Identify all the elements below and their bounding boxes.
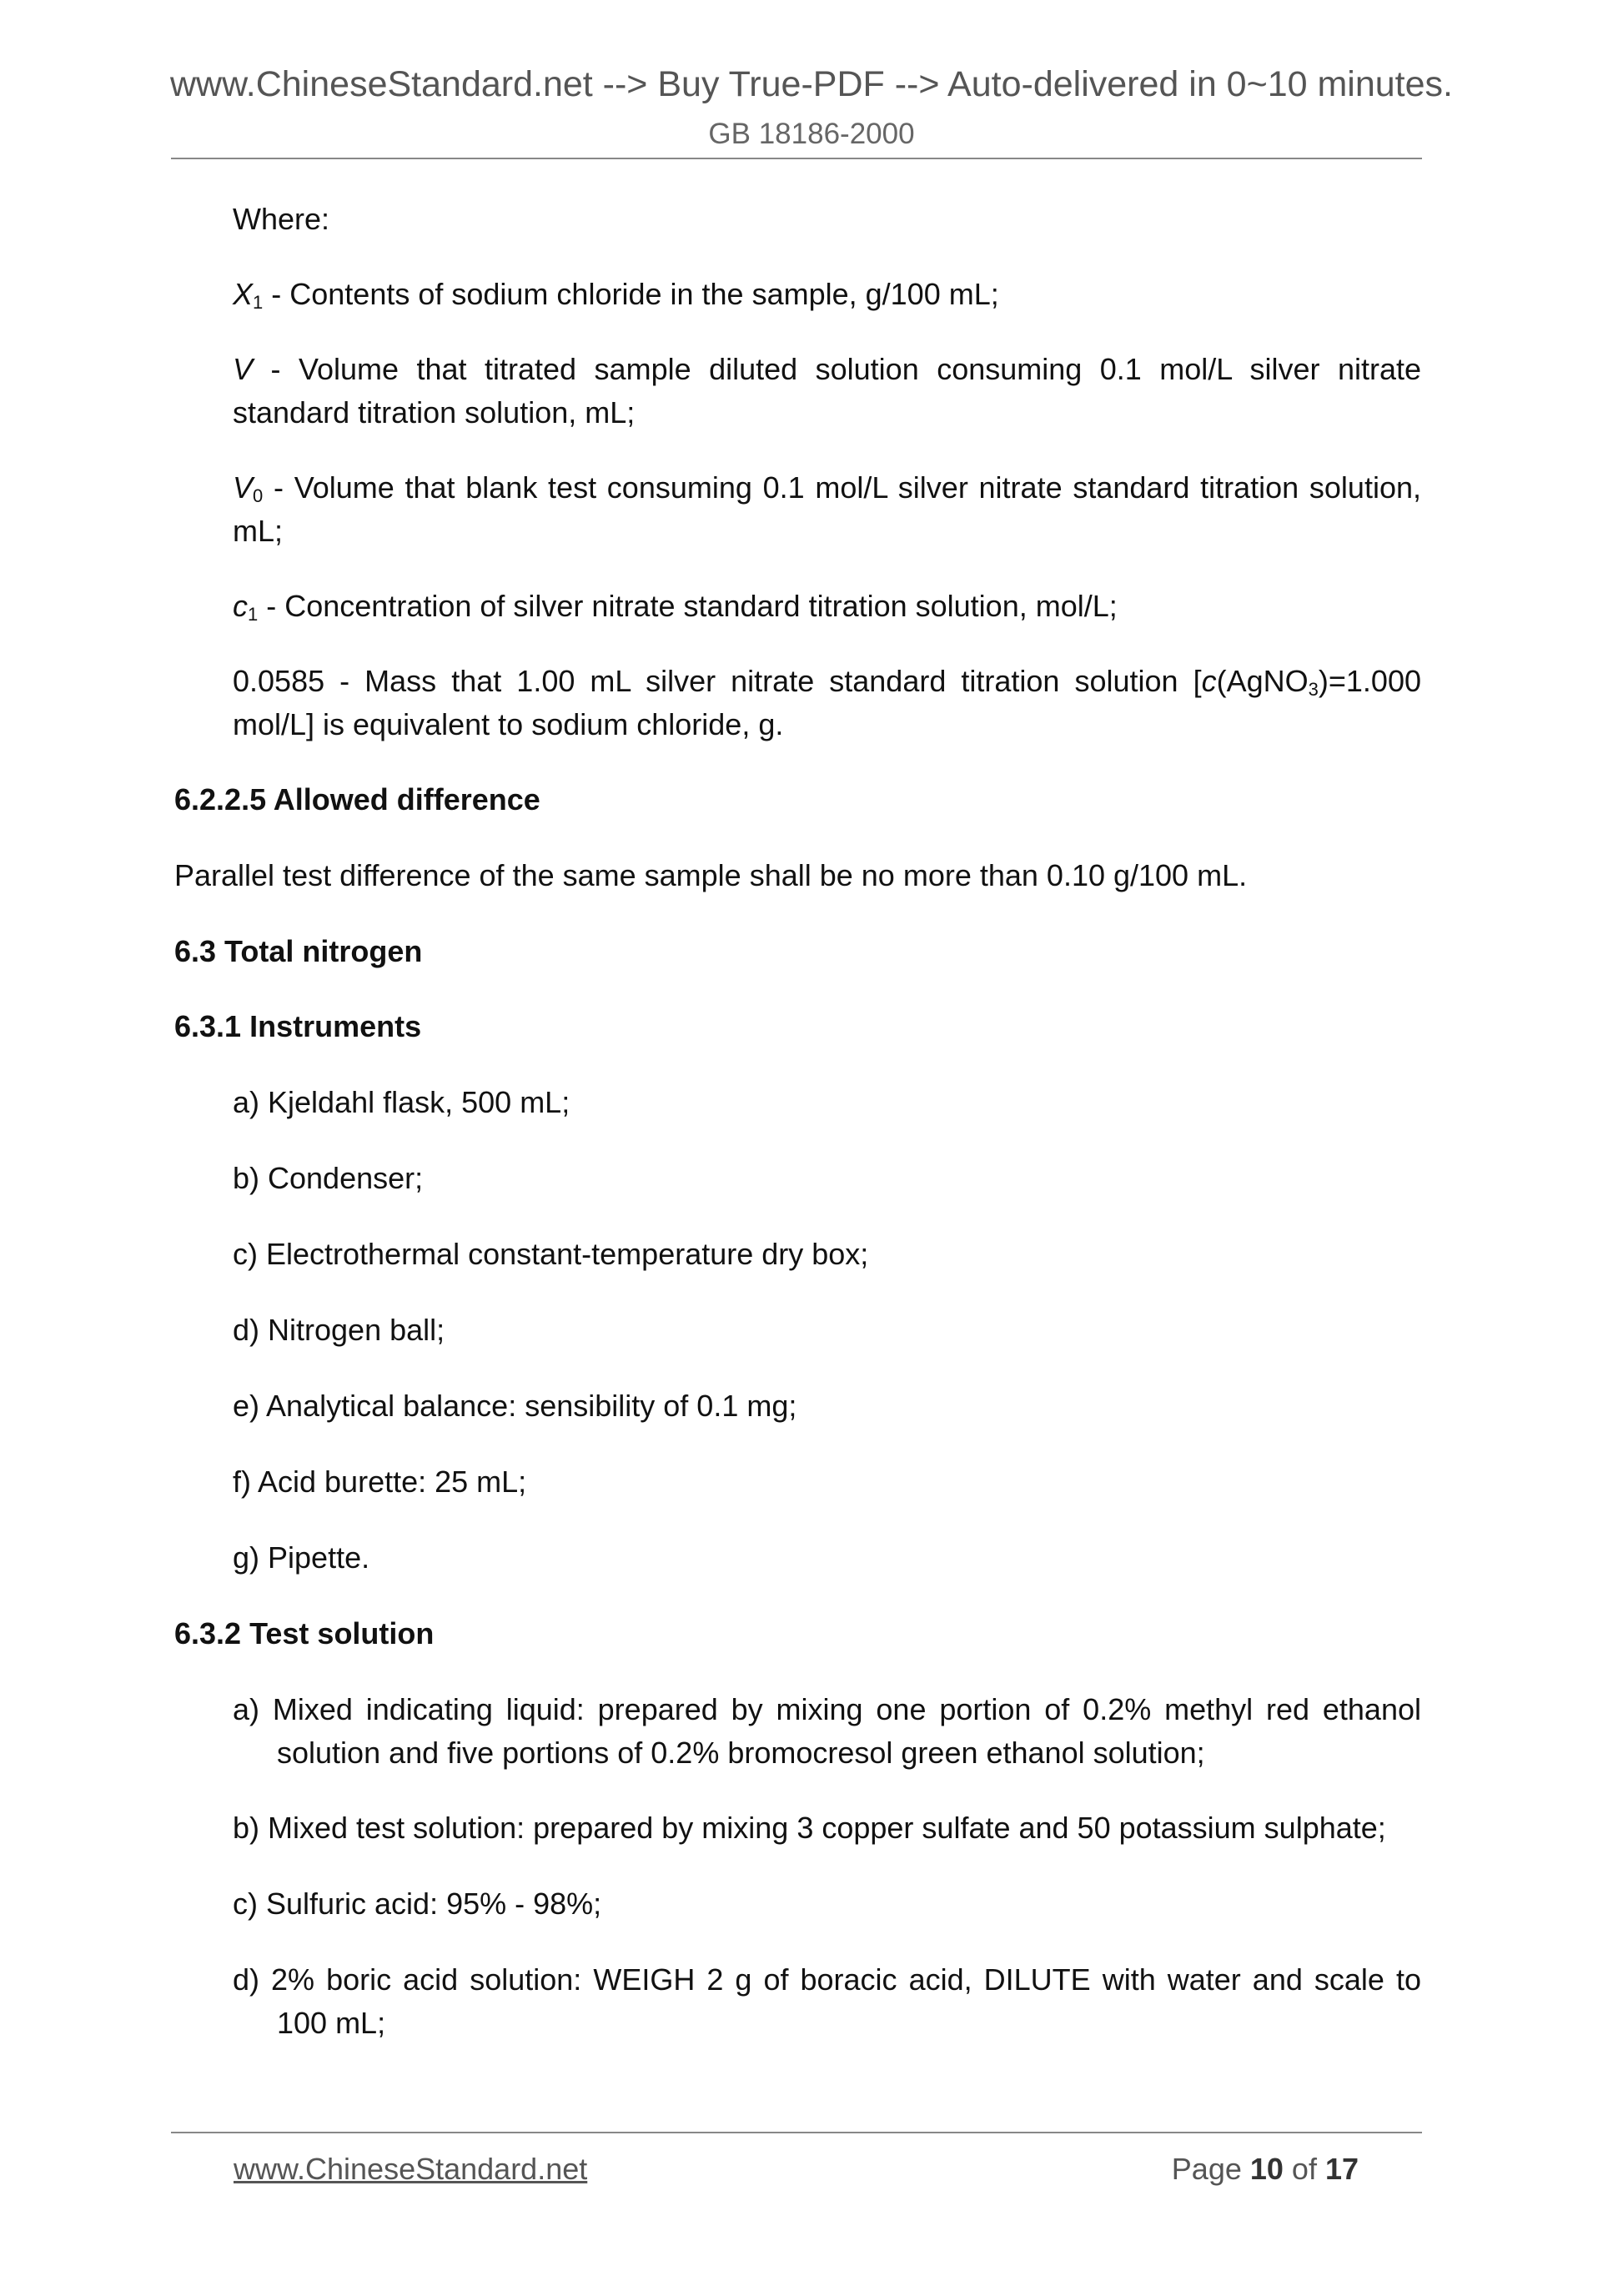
definition-mass bbox=[233, 660, 1421, 746]
symbol-c: c bbox=[233, 589, 248, 623]
definition-text: - Volume that titrated sample diluted solution consuming 0.1 mol/L silver nitrate standard titration solution, mL; bbox=[233, 352, 1421, 430]
page-prefix: Page bbox=[1171, 2152, 1250, 2186]
instrument-item: b) Condenser; bbox=[233, 1161, 424, 1195]
definition-text: - Contents of sodium chloride in the sample, g/100 mL; bbox=[263, 277, 999, 311]
page-total: 17 bbox=[1324, 2152, 1359, 2186]
solution-item: b) Mixed test solution: prepared by mixing 3 copper sulfate and 50 potassium sulphate; bbox=[233, 1811, 1386, 1845]
subscript: 1 bbox=[248, 604, 259, 625]
page-of: of bbox=[1283, 2152, 1325, 2186]
symbol-v: V bbox=[233, 470, 254, 505]
definition-v bbox=[233, 348, 1421, 435]
instrument-item: a) Kjeldahl flask, 500 mL; bbox=[233, 1085, 570, 1119]
section-6-3-2-heading: 6.3.2 Test solution bbox=[174, 1616, 435, 1650]
footer-divider bbox=[171, 2132, 1422, 2133]
where-label: Where: bbox=[233, 202, 330, 236]
solution-item: d) 2% boric acid solution: WEIGH 2 g of boracic acid, DILUTE with water and scale to 100 mL; bbox=[233, 1962, 1421, 2040]
symbol-v: V bbox=[233, 352, 254, 386]
definition-x1 bbox=[233, 273, 1421, 316]
definition-text: - Volume that blank test consuming 0.1 mol/L silver nitrate standard titration solution, mL; bbox=[233, 470, 1421, 548]
standard-code: GB 18186-2000 bbox=[708, 118, 915, 150]
subscript: 3 bbox=[1308, 679, 1319, 700]
subscript: 1 bbox=[253, 292, 264, 313]
instrument-item: e) Analytical balance: sensibility of 0.1 mg; bbox=[233, 1389, 797, 1423]
instrument-item: g) Pipette. bbox=[233, 1540, 370, 1575]
mass-text-2: (AgNO bbox=[1216, 664, 1309, 698]
section-6-3-heading: 6.3 Total nitrogen bbox=[174, 934, 423, 968]
section-6-3-1-heading: 6.3.1 Instruments bbox=[174, 1009, 422, 1043]
subscript: 0 bbox=[253, 485, 264, 506]
definition-text: - Concentration of silver nitrate standard titration solution, mol/L; bbox=[258, 589, 1118, 623]
symbol-x: X bbox=[233, 277, 254, 311]
instrument-item: f) Acid burette: 25 mL; bbox=[233, 1465, 527, 1499]
definition-c1 bbox=[233, 585, 1421, 628]
solution-item: c) Sulfuric acid: 95% - 98%; bbox=[233, 1887, 602, 1921]
instrument-item: c) Electrothermal constant-temperature dry box; bbox=[233, 1237, 869, 1271]
mass-text-1: 0.0585 - Mass that 1.00 mL silver nitrate standard titration solution [ bbox=[233, 664, 1202, 698]
definition-v0 bbox=[233, 466, 1421, 553]
footer-link[interactable]: www.ChineseStandard.net bbox=[234, 2152, 588, 2186]
page-number bbox=[1172, 2152, 1359, 2187]
page-current: 10 bbox=[1249, 2152, 1284, 2186]
symbol-c: c bbox=[1201, 664, 1217, 698]
section-6-2-2-5-heading: 6.2.2.5 Allowed difference bbox=[174, 782, 540, 816]
allowed-difference-text: Parallel test difference of the same sample shall be no more than 0.10 g/100 mL. bbox=[174, 858, 1248, 892]
mass-text-3: )=1.000 mol/L] is equivalent to sodium chloride, g. bbox=[233, 664, 1421, 741]
instrument-item: d) Nitrogen ball; bbox=[233, 1313, 445, 1347]
solution-item: a) Mixed indicating liquid: prepared by mixing one portion of 0.2% methyl red ethanol solution and five portions of 0.2% bromocresol green ethanol solution; bbox=[233, 1692, 1421, 1770]
header-banner[interactable]: www.ChineseStandard.net --> Buy True-PDF --> Auto-delivered in 0~10 minutes. bbox=[169, 64, 1453, 104]
